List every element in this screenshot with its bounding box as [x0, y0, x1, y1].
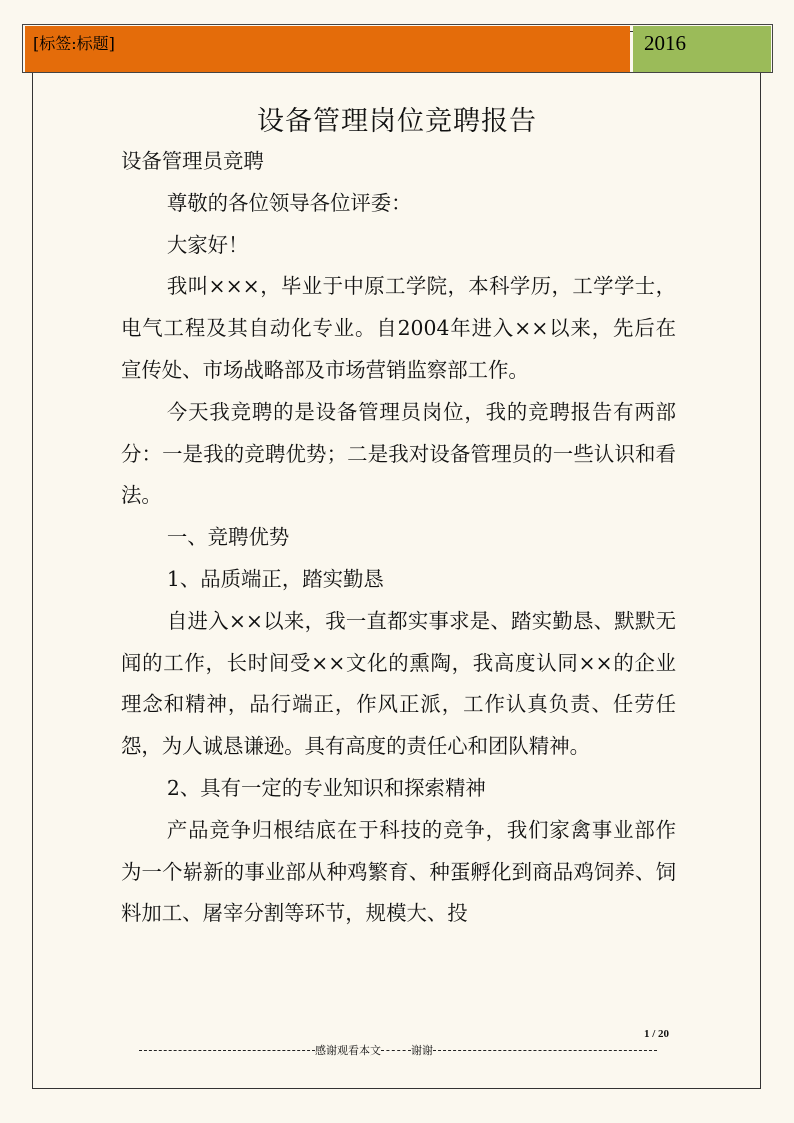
paragraph-overview: 今天我竞聘的是设备管理员岗位，我的竞聘报告有两部分：一是我的竞聘优势；二是我对设备管理员的一些认识和看法。 [121, 399, 676, 508]
paragraph-subtitle: 设备管理员竞聘 [121, 149, 264, 173]
paragraph-body: 自进入××以来，我一直都实事求是、踏实勤恳、默默无闻的工作，长时间受××文化的熏陶，我高度认同××的企业理念和精神，品行端正，作风正派，工作认真负责、任劳任怨，为人诚恳谦逊。具有高度的责任心和团队精神。 [121, 608, 676, 759]
document-body [121, 141, 676, 935]
footer-text-left: 感谢观看本文 [315, 1044, 381, 1057]
header-tag-label: [标签:标题] [33, 34, 115, 53]
section-heading: 一、竞聘优势 [166, 525, 290, 550]
footer-divider [433, 1050, 657, 1051]
subsection-heading: 2、具有一定的专业知识和探索精神 [166, 775, 486, 800]
header-year: 2016 [644, 31, 686, 55]
header-tag-block [25, 26, 630, 72]
paragraph-body: 产品竞争归根结底在于科技的竞争，我们家禽事业部作为一个崭新的事业部从种鸡繁育、种蛋孵化到商品鸡饲养、饲料加工、屠宰分割等环节，规模大、投 [121, 817, 676, 926]
subsection-heading: 1、品质端正，踏实勤恳 [166, 566, 384, 591]
paragraph-intro: 我叫×××，毕业于中原工学院，本科学历，工学学士，电气工程及其自动化专业。自2004年进入××以来，先后在宣传处、市场战略部及市场营销监察部工作。 [121, 274, 676, 382]
paragraph-greeting: 尊敬的各位领导各位评委： [166, 190, 412, 215]
document-title: 设备管理岗位竞聘报告 [257, 106, 537, 137]
footer-divider [381, 1050, 411, 1051]
footer-divider [139, 1050, 315, 1051]
paragraph-hello: 大家好！ [166, 232, 249, 257]
footer-text-right: 谢谢 [411, 1044, 433, 1057]
page-number: 1 / 20 [644, 1028, 670, 1040]
page-footer [118, 1042, 678, 1058]
